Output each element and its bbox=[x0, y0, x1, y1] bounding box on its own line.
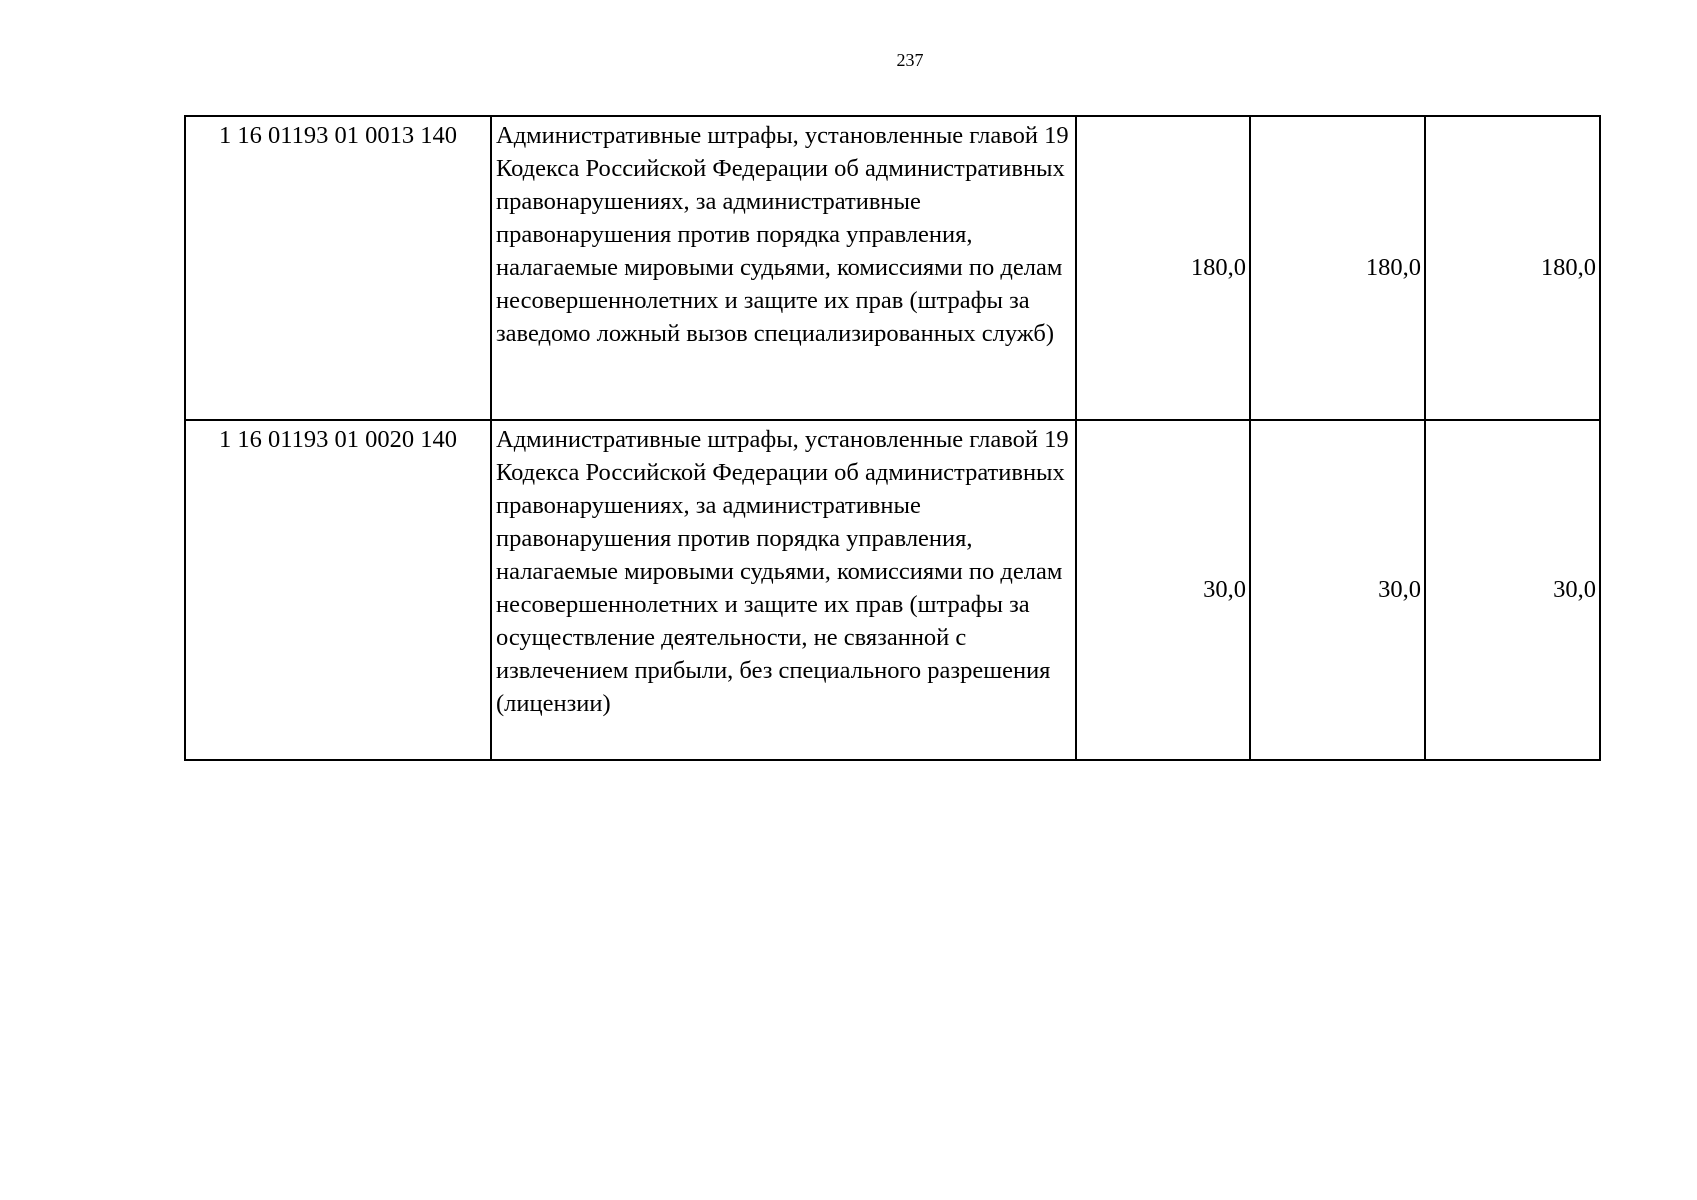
table-row bbox=[185, 420, 1600, 760]
value-year-2-cell: 180,0 bbox=[1250, 116, 1425, 420]
revenue-code-cell: 1 16 01193 01 0020 140 bbox=[185, 420, 491, 760]
budget-revenue-table bbox=[184, 115, 1601, 761]
revenue-description-cell: Административные штрафы, установленные главой 19 Кодекса Российской Федерации об административных правонарушениях, за административные правонарушения против порядка управления, налагаемые мировыми судьями, комиссиями по делам несовершеннолетних и защите их прав (штрафы за осуществление деятельности, не связанной с извлечением прибыли, без специального разрешения (лицензии) bbox=[491, 420, 1076, 760]
value-year-1-cell: 30,0 bbox=[1076, 420, 1250, 760]
value-year-1-cell: 180,0 bbox=[1076, 116, 1250, 420]
value-year-2-cell: 30,0 bbox=[1250, 420, 1425, 760]
revenue-code-cell: 1 16 01193 01 0013 140 bbox=[185, 116, 491, 420]
table-row bbox=[185, 116, 1600, 420]
page-number: 237 bbox=[896, 50, 924, 70]
value-year-3-cell: 180,0 bbox=[1425, 116, 1600, 420]
value-year-3-cell: 30,0 bbox=[1425, 420, 1600, 760]
revenue-description-cell: Административные штрафы, установленные главой 19 Кодекса Российской Федерации об административных правонарушениях, за административные правонарушения против порядка управления, налагаемые мировыми судьями, комиссиями по делам несовершеннолетних и защите их прав (штрафы за заведомо ложный вызов специализированных служб) bbox=[491, 116, 1076, 420]
